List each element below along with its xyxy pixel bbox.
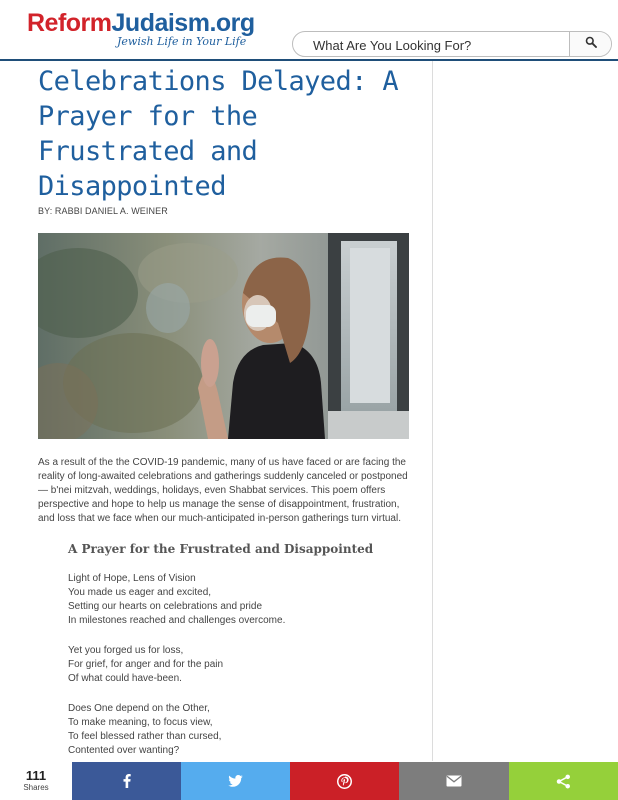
share-bar [0,762,618,800]
poem-line: Does One depend on the Other, [68,703,210,714]
poem [68,542,418,758]
poem-stanza-1 [68,572,418,628]
facebook-share-button[interactable] [72,762,181,800]
search-input[interactable] [313,36,553,54]
poem-line: Of what could have-been. [68,673,182,684]
poem-title: A Prayer for the Frustrated and Disappointed [68,542,374,556]
search-icon [585,35,597,53]
poem-line: For grief, for anger and for the pain [68,659,224,670]
article-title: Celebrations Delayed: A Prayer for the Frustrated and Disappointed [38,66,399,202]
more-share-button[interactable] [509,762,618,800]
article-byline: BY: RABBI DANIEL A. WEINER [38,206,168,216]
poem-line: Contented over wanting? [68,745,180,756]
site-header [0,0,618,60]
site-logo[interactable] [27,8,255,48]
share-icon [556,774,571,789]
twitter-icon [228,775,243,787]
share-count [0,762,72,800]
poem-line: Yet you forged us for loss, [68,645,184,656]
poem-line: To make meaning, to focus view, [68,717,213,728]
poem-line: Setting our hearts on celebrations and pride [68,601,263,612]
poem-stanza-3 [68,702,418,758]
logo-org-text: .org [209,9,255,37]
facebook-icon [123,774,131,788]
twitter-share-button[interactable] [181,762,290,800]
poem-stanza-2 [68,644,418,686]
site-tagline: Jewish Life in Your Life [117,35,247,48]
poem-line: You made us eager and excited, [68,587,212,598]
article [38,61,418,758]
pinterest-icon [337,774,352,789]
poem-line: To feel blessed rather than cursed, [68,731,222,742]
pinterest-share-button[interactable] [290,762,399,800]
article-intro: As a result of the the COVID-19 pandemic, many of us have faced or are facing the reality of long-awaited celebrations and gatherings suddenly canceled or postponed — b'nei mitzvah, weddings, holidays, even Shabbat services. This poem offers perspective and hope to help us manage the sense of disappointment, frustration, and loss that we face when our much-anticipated in-person gatherings turn virtual. [38,457,408,524]
share-count-number: 111 [25,768,47,783]
poem-line: Light of Hope, Lens of Vision [68,573,196,584]
email-icon [446,775,462,787]
search-button[interactable] [569,32,611,56]
search-box [292,31,612,57]
hero-image [38,233,409,439]
poem-line: In milestones reached and challenges overcome. [68,615,286,626]
logo-reform-text: Reform [27,9,112,37]
sidebar-divider [432,61,433,761]
share-count-label: Shares [23,783,49,792]
email-share-button[interactable] [399,762,509,800]
logo-judaism-text: Judaism [111,9,210,37]
